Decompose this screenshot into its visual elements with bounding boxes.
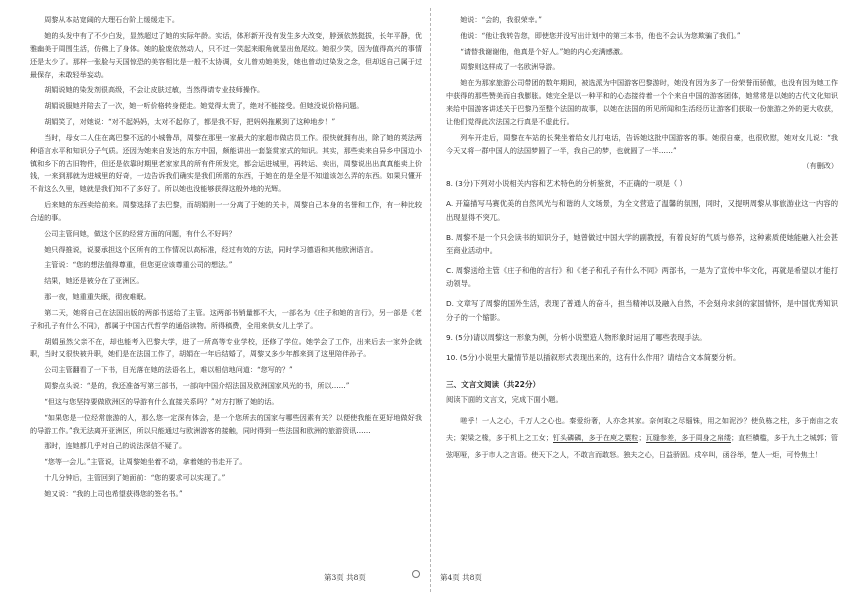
page-number-left: 第3页 共8页 — [324, 573, 366, 582]
question-item: C. 周黎送给主管《庄子和他的言行》和《老子和孔子有什么不同》两部书，一是为了宣传中华文化，再就是希望以才能打动领导。 — [446, 265, 838, 289]
story-paragraph: 公司主管翻看了一下书，目光落在她的法语名上，难以相信地问道：“您写的？” — [44, 365, 293, 375]
question-item: B. 周黎不是一个只会读书的知识分子，她曾做过中国大学的副教授，有着良好的气质与修养，这种素质使她能融入社会甚至商业活动中。 — [446, 232, 838, 256]
story-paragraph: 胡娟说她的染发剂很高级，不会让皮肤过敏，当然得请专业技师操作。 — [44, 85, 265, 95]
left-page-body — [30, 14, 422, 501]
question-list — [446, 177, 838, 364]
section-title: 三、文言文阅读（共22分） — [446, 380, 541, 390]
source-note: （有删改） — [802, 161, 838, 171]
underlined-sentence-2: 瓦缝参差，多于周身之帛缕 — [645, 432, 732, 442]
question-item: 8. (3分)下列对小说相关内容和艺术特色的分析鉴赏，不正确的一项是（ ） — [446, 179, 687, 189]
underlined-sentence-1: 钉头磷磷，多于在庾之粟粒 — [552, 432, 639, 442]
story-paragraph: 公司主管问她，做这个区的经营方面的问题，有什么不好吗？ — [44, 228, 236, 238]
page-number-right: 第4页 共8页 — [440, 573, 482, 582]
classical-separator: ； — [638, 432, 646, 442]
story-paragraph: “如果您是一位经常旅游的人，那么您一定深有体会，是一个您所去的国家与哪些因素有关？以便使我能在更好地做好我的导游工作。”我无法离开亚洲区，所以只能通过与欧洲游客的接触，同时得到一些法国和欧洲的旅游资讯…… — [30, 412, 422, 435]
story-paragraph: “您等一会儿。”主管说，让周黎她坐着不动，拿着她的书走开了。 — [44, 457, 247, 467]
story-paragraph: 他说：“他让我转告您，即使您并没写出计划中的第三本书，他也不会认为您欺骗了我们。” — [460, 30, 741, 40]
story-paragraph: 她只得推说，说要承担这个区所有的工作情况以高标准，经过有效的方法，同时学习德语和其他欧洲语言。 — [44, 244, 378, 254]
story-paragraph: “请替我谢谢他，他真是个好人。”她的内心充满感激。 — [460, 46, 628, 56]
story-paragraph: 主管说：“您的想法值得尊重，但您更应该尊重公司的想法。” — [44, 260, 233, 270]
classical-text — [446, 413, 838, 463]
gear-icon — [412, 570, 420, 578]
story-continuation — [446, 14, 838, 158]
story-paragraph: 胡娟笑了，对她说：“对不起妈妈，太对不起你了，都是我不好，把妈妈拖累到了这种地步！” — [44, 116, 336, 126]
question-item: 9. (5分)请以周黎这一形象为例，分析小说塑造人物形象时运用了哪些表现手法。 — [446, 332, 707, 342]
classical-text-end: ；直栏横槛，多于九土之城郭；管弦呕哑，多于市人之言语。使天下之人，不敢言而敢怒。独夫之心，日益骄固。戍卒叫，函谷举，楚人一炬，可怜焦土！ — [446, 432, 839, 459]
story-paragraph: 她在为那家旅游公司带团的数年期间，被选派为中国游客巴黎游时，她没有因为多了一份荣誉而骄傲，也没有因为她工作中获得的那些赞美而自我膨胀。她完全是以一种平和的心态接待着一个个来自中国的游客团体，她常常是以她的古代文化知识来给中国游客讲述关于巴黎乃至整个法国的故事，以她在法国的所见所闻和生活经历让游客们获取一份旅游之外的更大收获，让他们觉得此次法国之行真是不虚此行。 — [446, 78, 838, 126]
story-paragraph: 第二天，她将自己在法国出版的两部书送给了主管。这两部书销量都不大，一部名为《庄子和她的言行》，另一部是《老子和孔子有什么不同》，都属于中国古代哲学的通俗读物。所得稿费，全用来供女儿上学了。 — [30, 307, 422, 330]
story-paragraph: 后来她的东西卖给前来。周黎选择了去巴黎，而胡娟则一一分离了于她的关卡，周黎自己本身的名誉和工作，有一种比较合适的事。 — [30, 200, 422, 223]
story-paragraph: 胡娟说服她并陪去了一次，她一听价格转身便走。她觉得太贵了，绝对不能接受。但她没说价格问题。 — [44, 101, 364, 111]
section-instruction: 阅读下面的文言文，完成下面小题。 — [446, 395, 563, 405]
story-paragraph: 她的头发中有了不少白发，显然超过了她的实际年龄。实话，体形新开没有发生多大改变，脖颈依然挺拔，长年平静，优雅幽美于周围生活，仿佛上了身体。她的脸庞依然动人，只不过一笑起来眼角就显出鱼尾纹。她很少笑，因为值得高兴的事情还是太少了。那样一张脸与天国惊恐的美容相比是一般不太协调，女儿曾劝她美发，她也曾动过染发之念，但却返自己属于过最保存，未敢轻举妄动。 — [30, 30, 422, 79]
story-paragraph: 结果，她还是被分在了亚洲区。 — [44, 276, 144, 286]
story-paragraph: “但这与您坚持要做欧洲区的导游有什么直接关系吗？”对方打断了她的话。 — [44, 396, 279, 406]
right-page — [430, 0, 860, 608]
story-paragraph: 周黎则这样成了一名欧洲导游。 — [460, 62, 560, 72]
question-item: A. 开篇描写马赛优美的自然风光与和谐的人文场景，为全文营造了温馨的氛围，同时，又提明周黎从事旅游业这一内容的出现显得不突兀。 — [446, 199, 838, 222]
classical-text-start: 嗟乎！一人之心，千万人之心也。秦爱纷奢，人亦念其家。奈何取之尽锱铢，用之如泥沙？使负栋之柱，多于南亩之农夫；架梁之椽，多于机上之工女； — [446, 416, 838, 442]
story-paragraph: 她说：“会的，我很荣幸。” — [460, 15, 542, 24]
question-item: 10. (5分)小说里大量情节是以插叙形式表现出来的，这有什么作用？请结合文本简要分析。 — [446, 352, 741, 362]
story-paragraph: 周黎从本站宽阔的大理石台阶上缓缓走下。 — [44, 15, 179, 24]
story-paragraph: 胡娟虽然父亲不在，却也能考入巴黎大学，进了一所高等专业学校，还修了学位。她学会了工作，出来后去一家外企就职，当时又很快被升职，她们是在法国工作了，胡娟在一年后结婚了，周黎又多少年都来到了这里陪伴孙子。 — [30, 336, 422, 359]
story-paragraph: 周黎点头说：“是的，我还准备写第三部书，一部向中国介绍法国及欧洲国家风光的书，所以……” — [44, 381, 350, 391]
story-paragraph: 她又说：“我的上司也希望获得您的签名书。” — [44, 488, 183, 498]
story-paragraph: 当时，母女二人住在离巴黎不远的小城鲁昂，周黎在那里一家最大的家超市做店员工作。很快就拥有出，除了她的英法两种语言水平和知识分子气质。还因为她来自发达的东方中国，颇能讲出一套鉴赏家式的知识。其实，那些卖来自异乡中国边小镇和乡下的古旧物件，但还是依靠时期里老家家具的所有件所发完，都会运进城里，再转运、卖出，周黎说出出真真能卖上价钱，一来到那就为进城里的好奇，一边告诉我们确实是我们所需的东西，于她在的是全是不知道该怎么弄的东西。如果只懂开不肯这么久里，她就是我们知不了多好了。所以她也没能够获得这般外地的光辉。 — [30, 132, 422, 194]
story-paragraph: 那一夜，她重重失眠，彻夜难眠。 — [44, 292, 151, 302]
story-paragraph: 列车开走后，周黎在车站的长凳坐着给女儿打电话，告诉她这批中国游客的事。她很自豪，也很欣慰，她对女儿说：“我今天又将一群中国人的法国梦圆了一半，我自己的梦，也就圆了一半……” — [446, 132, 838, 155]
story-paragraph: 十几分钟后，主管回到了她面前：“您的要求可以实现了。” — [44, 472, 226, 482]
story-paragraph: 那时，连她都几乎对自己的说法深信不疑了。 — [44, 441, 187, 451]
question-item: D. 文章写了周黎的国外生活，表现了普通人的奋斗，担当精神以及融入自然，不会刻舟求剑的家国情怀，是中国优秀知识分子的一个缩影。 — [446, 299, 838, 322]
